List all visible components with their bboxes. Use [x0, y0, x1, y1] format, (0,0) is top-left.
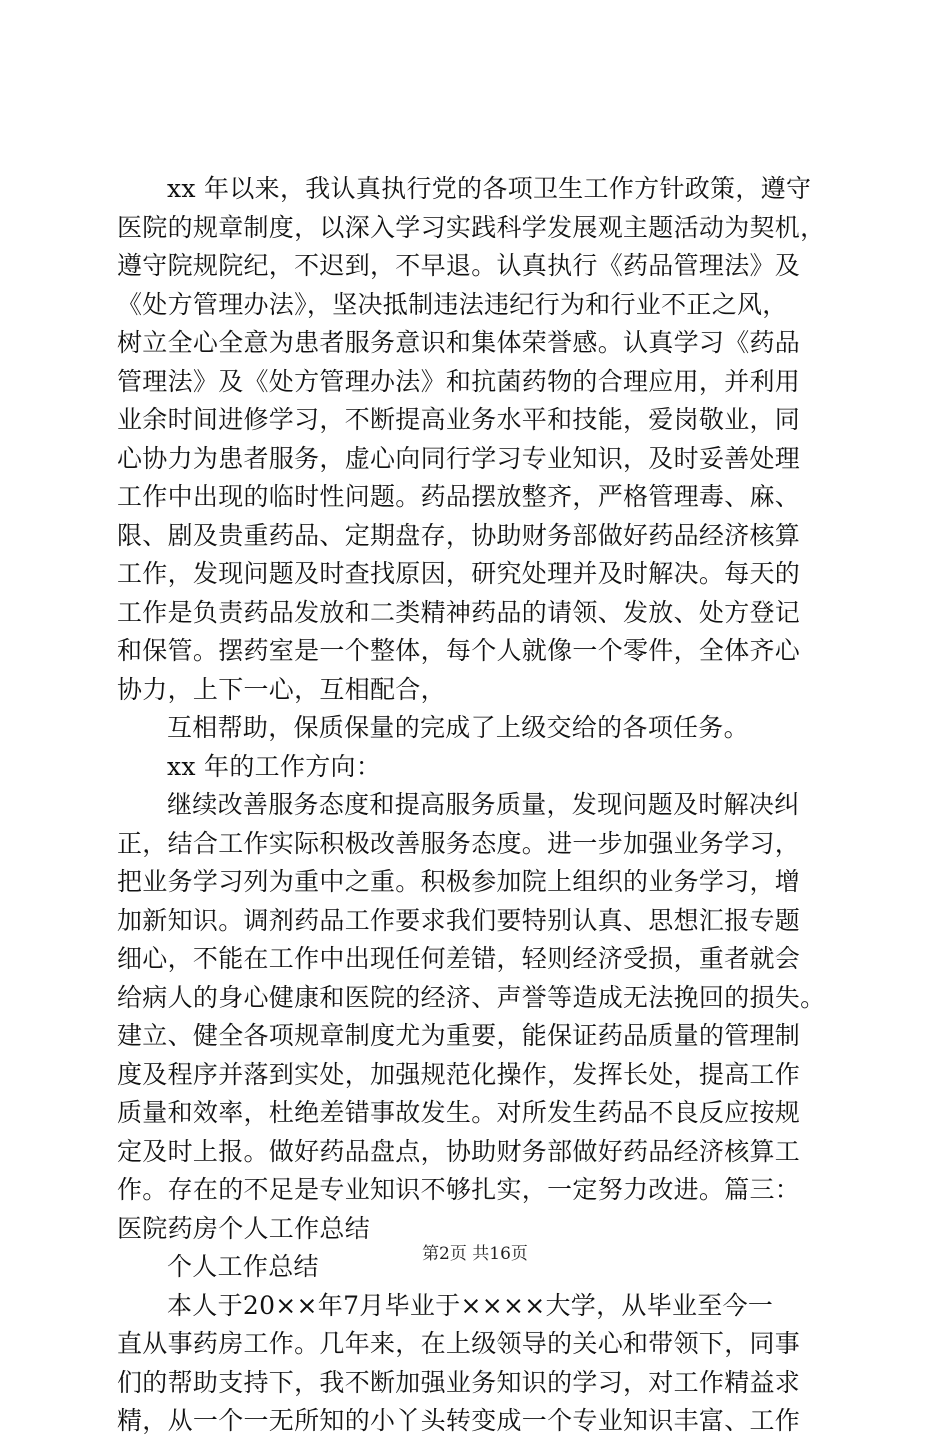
text-line: 工作，发现问题及时查找原因，研究处理并及时解决。每天的 [117, 559, 801, 588]
text-line: 互相帮助，保质保量的完成了上级交给的各项任务。 [167, 713, 749, 742]
text-line: 们的帮助支持下，我不断加强业务知识的学习，对工作精益求 [117, 1367, 801, 1397]
text-line: 管理法》及《处方管理办法》和抗菌药物的合理应用，并利用 [117, 366, 801, 396]
text-line: xx 年以来，我认真执行党的各项卫生工作方针政策，遵守 [167, 174, 812, 203]
text-line: 加新知识。调剂药品工作要求我们要特别认真、思想汇报专题 [117, 905, 801, 935]
text-line: 心协力为患者服务，虚心向同行学习专业知识，及时妥善处理 [117, 443, 801, 473]
text-line: 精，从一个一无所知的小丫头转变成一个专业知识丰富、工作 [117, 1406, 801, 1435]
text-line: 协力，上下一心，互相配合， [117, 674, 446, 704]
text-line: 把业务学习列为重中之重。积极参加院上组织的业务学习，增 [117, 867, 801, 896]
text-line: 直从事药房工作。几年来，在上级领导的关心和带领下，同事 [117, 1329, 801, 1358]
text-line: 业余时间进修学习，不断提高业务水平和技能，爱岗敬业，同 [117, 405, 801, 434]
text-line: 作。存在的不足是专业知识不够扎实，一定努力改进。篇三： [117, 1175, 801, 1204]
text-line: 《处方管理办法》，坚决抵制违法违纪行为和行业不正之风， [117, 289, 788, 319]
text-line: 遵守院规院纪，不迟到，不早退。认真执行《药品管理法》及 [117, 251, 801, 280]
text-line: 个人工作总结 [167, 1252, 319, 1281]
text-line: 正，结合工作实际积极改善服务态度。进一步加强业务学习， [117, 828, 801, 858]
text-line: 给病人的身心健康和医院的经济、声誉等造成无法挽回的损失。 [117, 982, 826, 1012]
text-line: xx 年的工作方向： [167, 751, 382, 781]
text-line: 度及程序并落到实处，加强规范化操作，发挥长处，提高工作 [117, 1059, 801, 1089]
text-line: 本人于20××年7月毕业于××××大学，从毕业至今一 [167, 1290, 774, 1320]
text-line: 工作是负责药品发放和二类精神药品的请领、发放、处方登记 [117, 597, 801, 627]
text-line: 树立全心全意为患者服务意识和集体荣誉感。认真学习《药品 [117, 328, 801, 357]
text-line: 定及时上报。做好药品盘点，协助财务部做好药品经济核算工 [117, 1136, 801, 1166]
text-line: 建立、健全各项规章制度尤为重要，能保证药品质量的管理制 [117, 1021, 801, 1050]
text-line: 和保管。摆药室是一个整体，每个人就像一个零件，全体齐心 [117, 636, 801, 665]
text-line: 医院药房个人工作总结 [117, 1213, 371, 1243]
text-line: 细心，不能在工作中出现任何差错，轻则经济受损，重者就会 [117, 944, 801, 973]
text-line: 质量和效率，杜绝差错事故发生。对所发生药品不良反应按规 [117, 1098, 801, 1127]
text-line: 继续改善服务态度和提高服务质量，发现问题及时解决纠 [167, 790, 800, 819]
text-line: 限、剧及贵重药品、定期盘存，协助财务部做好药品经济核算 [117, 520, 801, 550]
page-footer: 第2页 共16页 [422, 1244, 528, 1264]
text-line: 医院的规章制度，以深入学习实践科学发展观主题活动为契机， [117, 212, 826, 242]
text-line: 工作中出现的临时性问题。药品摆放整齐，严格管理毒、麻、 [117, 482, 801, 511]
